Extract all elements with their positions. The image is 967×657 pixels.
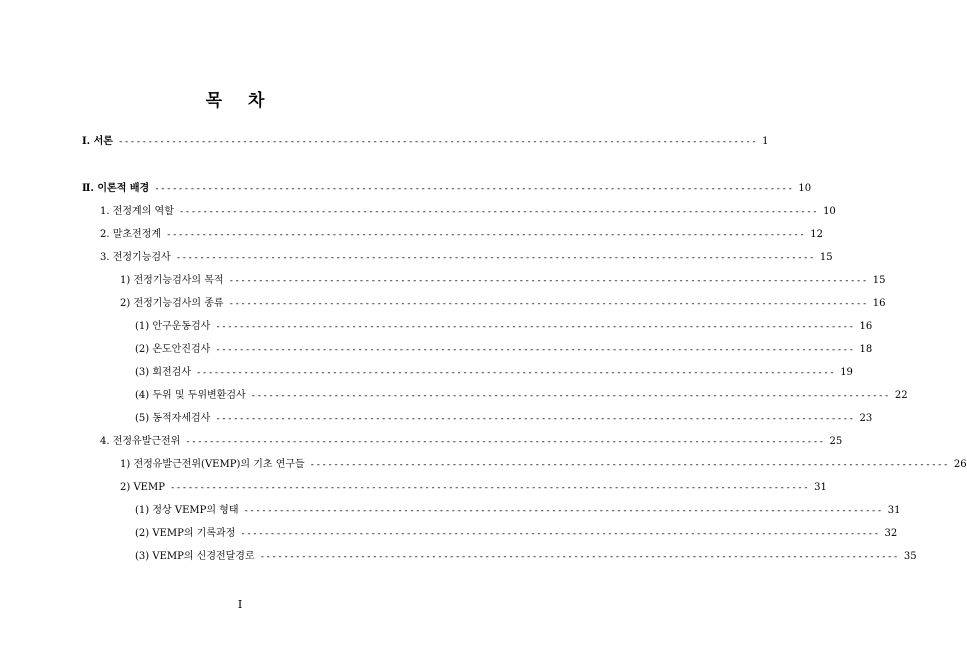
toc-dot-leader: ------------------------------------------------------------------------------------------------------------ bbox=[117, 137, 758, 147]
toc-entry-label: (4) 두위 및 두위변환검사 bbox=[135, 390, 246, 401]
toc-dot-leader: ------------------------------------------------------------------------------------------------------------ bbox=[169, 483, 810, 493]
toc-dot-leader: ------------------------------------------------------------------------------------------------------------ bbox=[250, 391, 890, 401]
toc-entry-page: 10 bbox=[798, 183, 812, 194]
toc-entry-label: (1) 안구운동검사 bbox=[135, 321, 211, 332]
toc-entry-label: (3) VEMP의 신경전달경로 bbox=[135, 551, 255, 562]
toc-dot-leader: ------------------------------------------------------------------------------------------------------------ bbox=[175, 253, 815, 263]
toc-entry-page: 1 bbox=[762, 136, 769, 147]
toc-entry-page: 15 bbox=[819, 252, 833, 263]
toc-dot-leader: ------------------------------------------------------------------------------------------------------------ bbox=[185, 437, 825, 447]
toc-entry-label: 2. 말초전정계 bbox=[100, 229, 162, 240]
toc-entry[interactable] bbox=[120, 297, 886, 311]
toc-entry-page: 25 bbox=[829, 436, 843, 447]
toc-entry[interactable] bbox=[135, 527, 898, 541]
toc-entry[interactable] bbox=[120, 481, 827, 495]
toc-entry[interactable] bbox=[135, 412, 873, 426]
toc-entry-label: 1. 전정계의 역할 bbox=[100, 206, 174, 217]
toc-entry-label: 2) VEMP bbox=[120, 482, 165, 493]
toc-dot-leader: ------------------------------------------------------------------------------------------------------------ bbox=[240, 529, 880, 539]
page-number-footer: Ⅰ bbox=[237, 598, 243, 611]
toc-entry-page: 10 bbox=[823, 206, 836, 217]
toc-entry[interactable] bbox=[100, 251, 833, 265]
toc-entry-page: 19 bbox=[840, 367, 853, 378]
toc-entry[interactable] bbox=[135, 343, 873, 357]
toc-entry-label: (2) 온도안진검사 bbox=[135, 344, 211, 355]
toc-entry[interactable] bbox=[120, 274, 886, 288]
toc-entry[interactable] bbox=[135, 550, 917, 564]
toc-entry-label: Ⅱ. 이론적 배경 bbox=[82, 183, 150, 194]
toc-entry-page: 35 bbox=[903, 551, 917, 562]
toc-dot-leader: ------------------------------------------------------------------------------------------------------------ bbox=[309, 460, 949, 470]
toc-entry-label: (2) VEMP의 기록과정 bbox=[135, 528, 236, 539]
toc-entry[interactable] bbox=[82, 135, 769, 149]
toc-entry-page: 15 bbox=[872, 275, 886, 286]
toc-entry-page: 31 bbox=[814, 482, 827, 493]
toc-entry-label: 2) 전정기능검사의 종류 bbox=[120, 298, 224, 309]
toc-dot-leader: ------------------------------------------------------------------------------------------------------------ bbox=[215, 322, 855, 332]
toc-entry-page: 16 bbox=[872, 298, 886, 309]
toc-entry[interactable] bbox=[100, 205, 836, 219]
toc-entry-label: Ⅰ. 서론 bbox=[82, 136, 113, 147]
toc-title: 목 차 bbox=[205, 91, 275, 111]
toc-entry[interactable] bbox=[135, 389, 908, 403]
toc-entry[interactable] bbox=[135, 320, 873, 334]
toc-dot-leader: ------------------------------------------------------------------------------------------------------------ bbox=[166, 230, 806, 240]
toc-entry-page: 22 bbox=[894, 390, 908, 401]
toc-dot-leader: ------------------------------------------------------------------------------------------------------------ bbox=[228, 299, 868, 309]
toc-entry[interactable] bbox=[135, 504, 901, 518]
toc-entry[interactable] bbox=[100, 228, 823, 242]
toc-entry[interactable] bbox=[135, 366, 853, 380]
toc-dot-leader: ------------------------------------------------------------------------------------------------------------ bbox=[228, 276, 868, 286]
toc-dot-leader: ------------------------------------------------------------------------------------------------------------ bbox=[195, 368, 836, 378]
toc-entry[interactable] bbox=[120, 458, 967, 472]
toc-entry-label: 3. 전정기능검사 bbox=[100, 252, 171, 263]
toc-entry-page: 23 bbox=[859, 413, 873, 424]
toc-entry-label: 1) 전정기능검사의 목적 bbox=[120, 275, 224, 286]
toc-dot-leader: ------------------------------------------------------------------------------------------------------------ bbox=[215, 345, 855, 355]
toc-entry-label: 4. 전정유발근전위 bbox=[100, 436, 181, 447]
toc-dot-leader: ------------------------------------------------------------------------------------------------------------ bbox=[259, 552, 899, 562]
toc-entry[interactable] bbox=[82, 182, 812, 196]
toc-dot-leader: ------------------------------------------------------------------------------------------------------------ bbox=[178, 207, 819, 217]
toc-entry-page: 12 bbox=[810, 229, 823, 240]
toc-entry-page: 26 bbox=[953, 459, 967, 470]
toc-entry-page: 31 bbox=[887, 505, 901, 516]
toc-dot-leader: ------------------------------------------------------------------------------------------------------------ bbox=[215, 414, 855, 424]
toc-entry-label: (3) 회전검사 bbox=[135, 367, 191, 378]
toc-entry-label: (5) 동적자세검사 bbox=[135, 413, 211, 424]
toc-entry-label: 1) 전정유발근전위(VEMP)의 기초 연구들 bbox=[120, 459, 305, 470]
toc-entry-page: 32 bbox=[884, 528, 898, 539]
toc-dot-leader: ------------------------------------------------------------------------------------------------------------ bbox=[154, 184, 794, 194]
toc-entry-page: 16 bbox=[859, 321, 873, 332]
toc-dot-leader: ------------------------------------------------------------------------------------------------------------ bbox=[243, 506, 883, 516]
toc-entry[interactable] bbox=[100, 435, 843, 449]
toc-entry-page: 18 bbox=[859, 344, 873, 355]
toc-entry-label: (1) 정상 VEMP의 형태 bbox=[135, 505, 239, 516]
